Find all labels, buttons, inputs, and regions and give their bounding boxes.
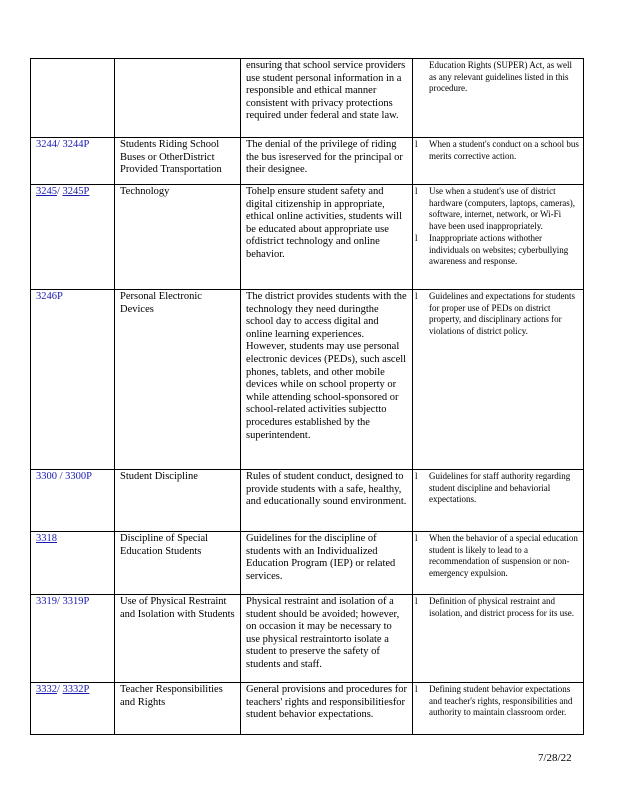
- policy-row: [31, 470, 584, 532]
- guidance-text: When the behavior of a special education student is likely to lead to a recommendation of suspension or non- emergency expulsion.: [429, 533, 578, 578]
- guidance-list: [415, 684, 580, 719]
- guidance-text: Defining student behavior expectations and teacher's rights, responsibilities and authority to maintain classroom order.: [429, 684, 573, 717]
- policy-code-separator: /: [57, 684, 63, 695]
- policy-title: [115, 59, 241, 138]
- guidance-text: Inappropriate actions withother individuals on websites; cyberbullying awareness and response.: [429, 233, 569, 266]
- policy-description: The district provides students with the technology they need duringthe school day to access digital and online learning experiences. However, students may use personal electronic devices (PEDs), such ascell phones, tablets, and other mobile devices while on school property or while attending school-sponsored or school-related activities subjectto procedures established by the superintendent.: [241, 290, 413, 470]
- guidance-list: [415, 291, 580, 337]
- guidance-text: Definition of physical restraint and isolation, and district process for its use.: [429, 596, 574, 618]
- policy-description: General provisions and procedures for teachers' rights and responsibilitiesfor student behavior expectations.: [241, 683, 413, 735]
- footer-date: 7/28/22: [538, 752, 572, 764]
- policy-row: [31, 683, 584, 735]
- policy-code-link[interactable]: 3318: [36, 533, 57, 544]
- policy-title: Teacher Responsibilities and Rights: [115, 683, 241, 735]
- bullet-icon: l: [415, 186, 418, 196]
- guidance-text: Use when a student's use of district hardware (computers, laptops, cameras), software, internet, network, or Wi-Fi have been used inappropriately.: [429, 186, 575, 231]
- guidance-text: When a student's conduct on a school bus merits corrective action.: [429, 139, 579, 161]
- policy-code-cell: [31, 138, 115, 185]
- policy-guidance-cell: [413, 595, 584, 683]
- guidance-list: [415, 186, 580, 268]
- policy-title: Personal Electronic Devices: [115, 290, 241, 470]
- policy-title: Discipline of Special Education Students: [115, 532, 241, 595]
- bullet-icon: l: [415, 596, 418, 606]
- policy-row: [31, 138, 584, 185]
- policy-guidance-cell: [413, 138, 584, 185]
- policy-row: [31, 185, 584, 290]
- policy-title: Students Riding School Buses or OtherDistrict Provided Transportation: [115, 138, 241, 185]
- policy-description: Guidelines for the discipline of students with an Individualized Education Program (IEP) or related services.: [241, 532, 413, 595]
- policy-code-cell: [31, 470, 115, 532]
- policy-code-cell: [31, 185, 115, 290]
- policy-code-cell: [31, 595, 115, 683]
- guidance-item: [415, 291, 580, 337]
- guidance-item: [415, 471, 580, 506]
- guidance-item: [415, 233, 580, 268]
- policy-description: Physical restraint and isolation of a student should be avoided; however, on occasion it may be necessary to use physical restraintorto isolate a student to preserve the safety of students and staff.: [241, 595, 413, 683]
- bullet-icon: l: [415, 533, 418, 543]
- bullet-icon: l: [415, 291, 418, 301]
- bullet-icon: l: [415, 684, 418, 694]
- guidance-item: [415, 533, 580, 579]
- policy-code-link[interactable]: 3319/ 3319P: [36, 596, 90, 607]
- policy-code-cell: [31, 290, 115, 470]
- guidance-list: [415, 533, 580, 579]
- policy-code-link[interactable]: 3246P: [36, 291, 63, 302]
- guidance-list: [415, 596, 580, 619]
- policy-guidance-cell: [413, 290, 584, 470]
- policy-guidance-cell: [413, 683, 584, 735]
- guidance-text: Guidelines for staff authority regarding student discipline and behaviorial expectations.: [429, 471, 571, 504]
- policy-code-link[interactable]: 3332P: [62, 684, 90, 695]
- policy-code-cell: [31, 683, 115, 735]
- guidance-continuation: Education Rights (SUPER) Act, as well as any relevant guidelines listed in this procedure.: [429, 60, 572, 93]
- policy-guidance-cell: [413, 185, 584, 290]
- policy-row: [31, 595, 584, 683]
- guidance-item: [415, 596, 580, 619]
- policy-guidance-cell: [413, 59, 584, 138]
- guidance-item: [415, 186, 580, 232]
- guidance-list: [415, 139, 580, 162]
- policy-table-body: [31, 59, 584, 735]
- policy-title: Technology: [115, 185, 241, 290]
- policy-title: Use of Physical Restraint and Isolation with Students: [115, 595, 241, 683]
- guidance-item: [415, 139, 580, 162]
- policy-table: [30, 58, 584, 735]
- policy-code-separator: /: [57, 186, 63, 197]
- bullet-icon: l: [415, 139, 418, 149]
- policy-guidance-cell: [413, 532, 584, 595]
- policy-row: [31, 532, 584, 595]
- policy-description: Tohelp ensure student safety and digital citizenship in appropriate, ethical online activities, students will be educated about appropriate use ofdistrict technology and online behavior.: [241, 185, 413, 290]
- bullet-icon: l: [415, 471, 418, 481]
- bullet-icon: l: [415, 233, 418, 243]
- policy-row: [31, 290, 584, 470]
- policy-code-link[interactable]: 3244/ 3244P: [36, 139, 90, 150]
- policy-guidance-cell: [413, 470, 584, 532]
- policy-title: Student Discipline: [115, 470, 241, 532]
- guidance-item: [415, 684, 580, 719]
- policy-code-link[interactable]: 3245: [36, 186, 57, 197]
- policy-description: ensuring that school service providers use student personal information in a responsible and ethical manner consistent with privacy protections required under federal and state law.: [241, 59, 413, 138]
- policy-row: [31, 59, 584, 138]
- policy-code-cell: [31, 59, 115, 138]
- guidance-list: [415, 471, 580, 506]
- policy-code-link[interactable]: 3300 / 3300P: [36, 471, 93, 482]
- guidance-text: Guidelines and expectations for students for proper use of PEDs on district property, and disciplinary actions for violations of district policy.: [429, 291, 575, 336]
- policy-code-link[interactable]: 3332: [36, 684, 57, 695]
- policy-code-cell: [31, 532, 115, 595]
- policy-description: Rules of student conduct, designed to provide students with a safe, healthy, and educationally sound environment.: [241, 470, 413, 532]
- policy-code-link[interactable]: 3245P: [62, 186, 90, 197]
- policy-description: The denial of the privilege of riding the bus isreserved for the principal or their designee.: [241, 138, 413, 185]
